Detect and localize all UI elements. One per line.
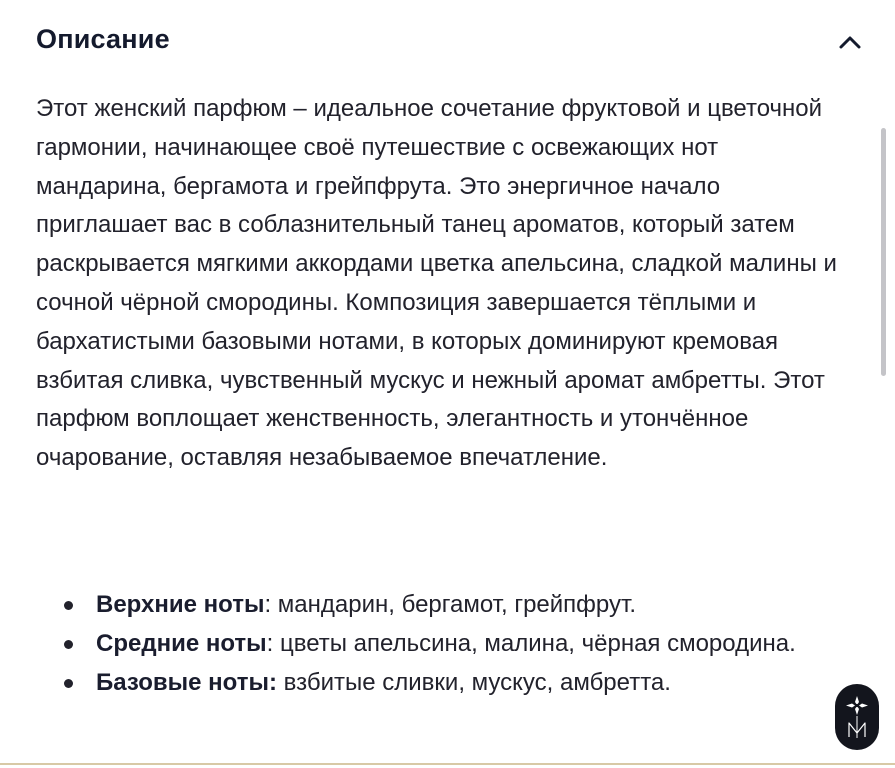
collapse-toggle-button[interactable] <box>832 26 868 58</box>
bullet-icon <box>64 640 73 649</box>
list-item-top-notes <box>36 586 836 625</box>
middle-notes-value: : цветы апельсина, малина, чёрная смородина. <box>266 629 796 657</box>
bullet-icon <box>64 679 73 688</box>
list-item-base-notes <box>36 664 836 703</box>
list-item-middle-notes <box>36 625 836 664</box>
notes-list <box>36 586 836 702</box>
base-notes-label: Базовые ноты: <box>96 668 277 696</box>
brand-logo-icon <box>843 694 871 740</box>
bottom-divider <box>0 763 895 765</box>
description-text: Этот женский парфюм – идеальное сочетание фруктовой и цветочной гармонии, начинающее своё путешествие с освежающих нот мандарина, бергамота и грейпфрута. Это энергичное начало приглашает вас в соблазнительный танец ароматов, который затем раскрывается мягкими аккордами цветка апельсина, сладкой малины и сочной чёрной смородины. Композиция завершается тёплыми и бархатистыми базовыми нотами, в которых доминируют кремовая взбитая сливка, чувственный мускус и нежный аромат амбретты. Этот парфюм воплощает женственность, элегантность и утончённое очарование, оставляя незабываемое впечатление. <box>36 95 837 472</box>
top-notes-value: : мандарин, бергамот, грейпфрут. <box>264 591 636 618</box>
chevron-up-icon <box>838 34 862 50</box>
bullet-icon <box>64 601 73 610</box>
base-notes-value: взбитые сливки, мускус, амбретта. <box>276 668 671 696</box>
middle-notes-label: Средние ноты <box>96 629 267 657</box>
scrollbar-thumb[interactable] <box>881 128 886 376</box>
description-header[interactable] <box>0 0 895 80</box>
section-title: Описание <box>36 24 170 54</box>
top-notes-label: Верхние ноты <box>96 591 265 618</box>
brand-badge-button[interactable] <box>835 684 879 750</box>
